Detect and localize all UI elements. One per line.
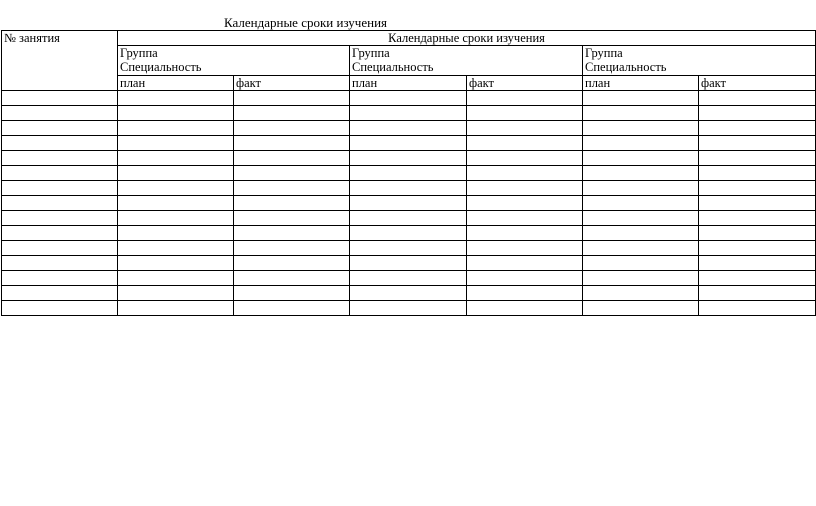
lesson-number-cell[interactable] — [2, 226, 118, 241]
table-row — [2, 196, 816, 211]
date-cell[interactable] — [118, 91, 234, 106]
lesson-number-cell[interactable] — [2, 256, 118, 271]
date-cell[interactable] — [234, 151, 350, 166]
table-row — [2, 211, 816, 226]
specialty-label: Специальность — [585, 60, 667, 74]
date-cell[interactable] — [350, 241, 467, 256]
lesson-number-cell[interactable] — [2, 271, 118, 286]
date-cell[interactable] — [699, 106, 816, 121]
date-cell[interactable] — [699, 181, 816, 196]
date-cell[interactable] — [583, 226, 699, 241]
date-cell[interactable] — [583, 106, 699, 121]
date-cell[interactable] — [699, 121, 816, 136]
date-cell[interactable] — [118, 226, 234, 241]
lesson-number-cell[interactable] — [2, 121, 118, 136]
date-cell[interactable] — [118, 286, 234, 301]
date-cell[interactable] — [583, 211, 699, 226]
date-cell[interactable] — [583, 121, 699, 136]
date-cell[interactable] — [118, 181, 234, 196]
date-cell[interactable] — [699, 271, 816, 286]
date-cell[interactable] — [118, 136, 234, 151]
date-cell[interactable] — [234, 211, 350, 226]
table-row — [2, 256, 816, 271]
date-cell[interactable] — [350, 301, 467, 316]
table-row — [2, 301, 816, 316]
date-cell[interactable] — [467, 181, 583, 196]
date-cell[interactable] — [467, 211, 583, 226]
schedule-span-header: Календарные сроки изучения — [118, 31, 816, 46]
date-cell[interactable] — [350, 151, 467, 166]
date-cell[interactable] — [350, 226, 467, 241]
table-row — [2, 286, 816, 301]
date-cell[interactable] — [350, 271, 467, 286]
lesson-number-cell[interactable] — [2, 196, 118, 211]
group-header-2 — [350, 46, 583, 76]
plan-header: план — [350, 76, 467, 91]
date-cell[interactable] — [467, 121, 583, 136]
date-cell[interactable] — [350, 91, 467, 106]
date-cell[interactable] — [350, 196, 467, 211]
table-row — [2, 181, 816, 196]
date-cell[interactable] — [350, 106, 467, 121]
date-cell[interactable] — [118, 241, 234, 256]
date-cell[interactable] — [234, 286, 350, 301]
lesson-number-header: № занятия — [2, 31, 118, 91]
date-cell[interactable] — [118, 211, 234, 226]
page-heading: Календарные сроки изучения — [224, 15, 388, 30]
date-cell[interactable] — [350, 211, 467, 226]
date-cell[interactable] — [467, 196, 583, 211]
date-cell[interactable] — [234, 196, 350, 211]
date-cell[interactable] — [118, 121, 234, 136]
lesson-number-cell[interactable] — [2, 106, 118, 121]
date-cell[interactable] — [699, 211, 816, 226]
date-cell[interactable] — [234, 181, 350, 196]
date-cell[interactable] — [467, 271, 583, 286]
table-row — [2, 166, 816, 181]
date-cell[interactable] — [234, 271, 350, 286]
lesson-number-cell[interactable] — [2, 91, 118, 106]
date-cell[interactable] — [234, 106, 350, 121]
date-cell[interactable] — [699, 136, 816, 151]
header-row-1 — [2, 31, 816, 46]
date-cell[interactable] — [350, 181, 467, 196]
date-cell[interactable] — [699, 226, 816, 241]
lesson-number-cell[interactable] — [2, 301, 118, 316]
lesson-number-cell[interactable] — [2, 136, 118, 151]
date-cell[interactable] — [583, 271, 699, 286]
date-cell[interactable] — [350, 166, 467, 181]
group-header-3 — [583, 46, 816, 76]
date-cell[interactable] — [583, 151, 699, 166]
date-cell[interactable] — [350, 286, 467, 301]
table-row — [2, 121, 816, 136]
date-cell[interactable] — [118, 106, 234, 121]
group-label: Группа — [585, 46, 623, 60]
date-cell[interactable] — [699, 91, 816, 106]
lesson-number-cell[interactable] — [2, 166, 118, 181]
date-cell[interactable] — [583, 166, 699, 181]
date-cell[interactable] — [583, 181, 699, 196]
table-row — [2, 136, 816, 151]
date-cell[interactable] — [234, 136, 350, 151]
date-cell[interactable] — [234, 166, 350, 181]
table-row — [2, 241, 816, 256]
specialty-label: Специальность — [352, 60, 434, 74]
fact-header: факт — [699, 76, 816, 91]
date-cell[interactable] — [234, 226, 350, 241]
date-cell[interactable] — [234, 121, 350, 136]
date-cell[interactable] — [234, 301, 350, 316]
date-cell[interactable] — [350, 121, 467, 136]
date-cell[interactable] — [234, 241, 350, 256]
table-row — [2, 151, 816, 166]
date-cell[interactable] — [583, 286, 699, 301]
group-label: Группа — [120, 46, 158, 60]
date-cell[interactable] — [699, 151, 816, 166]
date-cell[interactable] — [467, 106, 583, 121]
table-row — [2, 226, 816, 241]
date-cell[interactable] — [118, 301, 234, 316]
specialty-label: Специальность — [120, 60, 202, 74]
lesson-number-cell[interactable] — [2, 211, 118, 226]
date-cell[interactable] — [583, 196, 699, 211]
date-cell[interactable] — [699, 286, 816, 301]
date-cell[interactable] — [467, 136, 583, 151]
date-cell[interactable] — [467, 166, 583, 181]
header-row-2 — [2, 46, 816, 76]
date-cell[interactable] — [699, 241, 816, 256]
group-header-1 — [118, 46, 350, 76]
date-cell[interactable] — [583, 136, 699, 151]
date-cell[interactable] — [583, 91, 699, 106]
date-cell[interactable] — [350, 256, 467, 271]
date-cell[interactable] — [234, 256, 350, 271]
date-cell[interactable] — [467, 301, 583, 316]
date-cell[interactable] — [467, 241, 583, 256]
lesson-number-cell[interactable] — [2, 241, 118, 256]
date-cell[interactable] — [583, 241, 699, 256]
table-row — [2, 106, 816, 121]
lesson-number-cell[interactable] — [2, 181, 118, 196]
date-cell[interactable] — [467, 91, 583, 106]
date-cell[interactable] — [118, 196, 234, 211]
plan-header: план — [118, 76, 234, 91]
date-cell[interactable] — [699, 256, 816, 271]
date-cell[interactable] — [118, 151, 234, 166]
lesson-number-cell[interactable] — [2, 151, 118, 166]
date-cell[interactable] — [699, 301, 816, 316]
date-cell[interactable] — [467, 286, 583, 301]
header-row-3 — [2, 76, 816, 91]
date-cell[interactable] — [118, 271, 234, 286]
date-cell[interactable] — [118, 256, 234, 271]
schedule-table — [1, 30, 816, 316]
date-cell[interactable] — [467, 256, 583, 271]
fact-header: факт — [467, 76, 583, 91]
date-cell[interactable] — [699, 196, 816, 211]
date-cell[interactable] — [583, 256, 699, 271]
date-cell[interactable] — [467, 226, 583, 241]
group-label: Группа — [352, 46, 390, 60]
date-cell[interactable] — [234, 91, 350, 106]
lesson-number-cell[interactable] — [2, 286, 118, 301]
table-row — [2, 91, 816, 106]
date-cell[interactable] — [467, 151, 583, 166]
date-cell[interactable] — [350, 136, 467, 151]
date-cell[interactable] — [118, 166, 234, 181]
date-cell[interactable] — [699, 166, 816, 181]
plan-header: план — [583, 76, 699, 91]
fact-header: факт — [234, 76, 350, 91]
date-cell[interactable] — [583, 301, 699, 316]
table-row — [2, 271, 816, 286]
